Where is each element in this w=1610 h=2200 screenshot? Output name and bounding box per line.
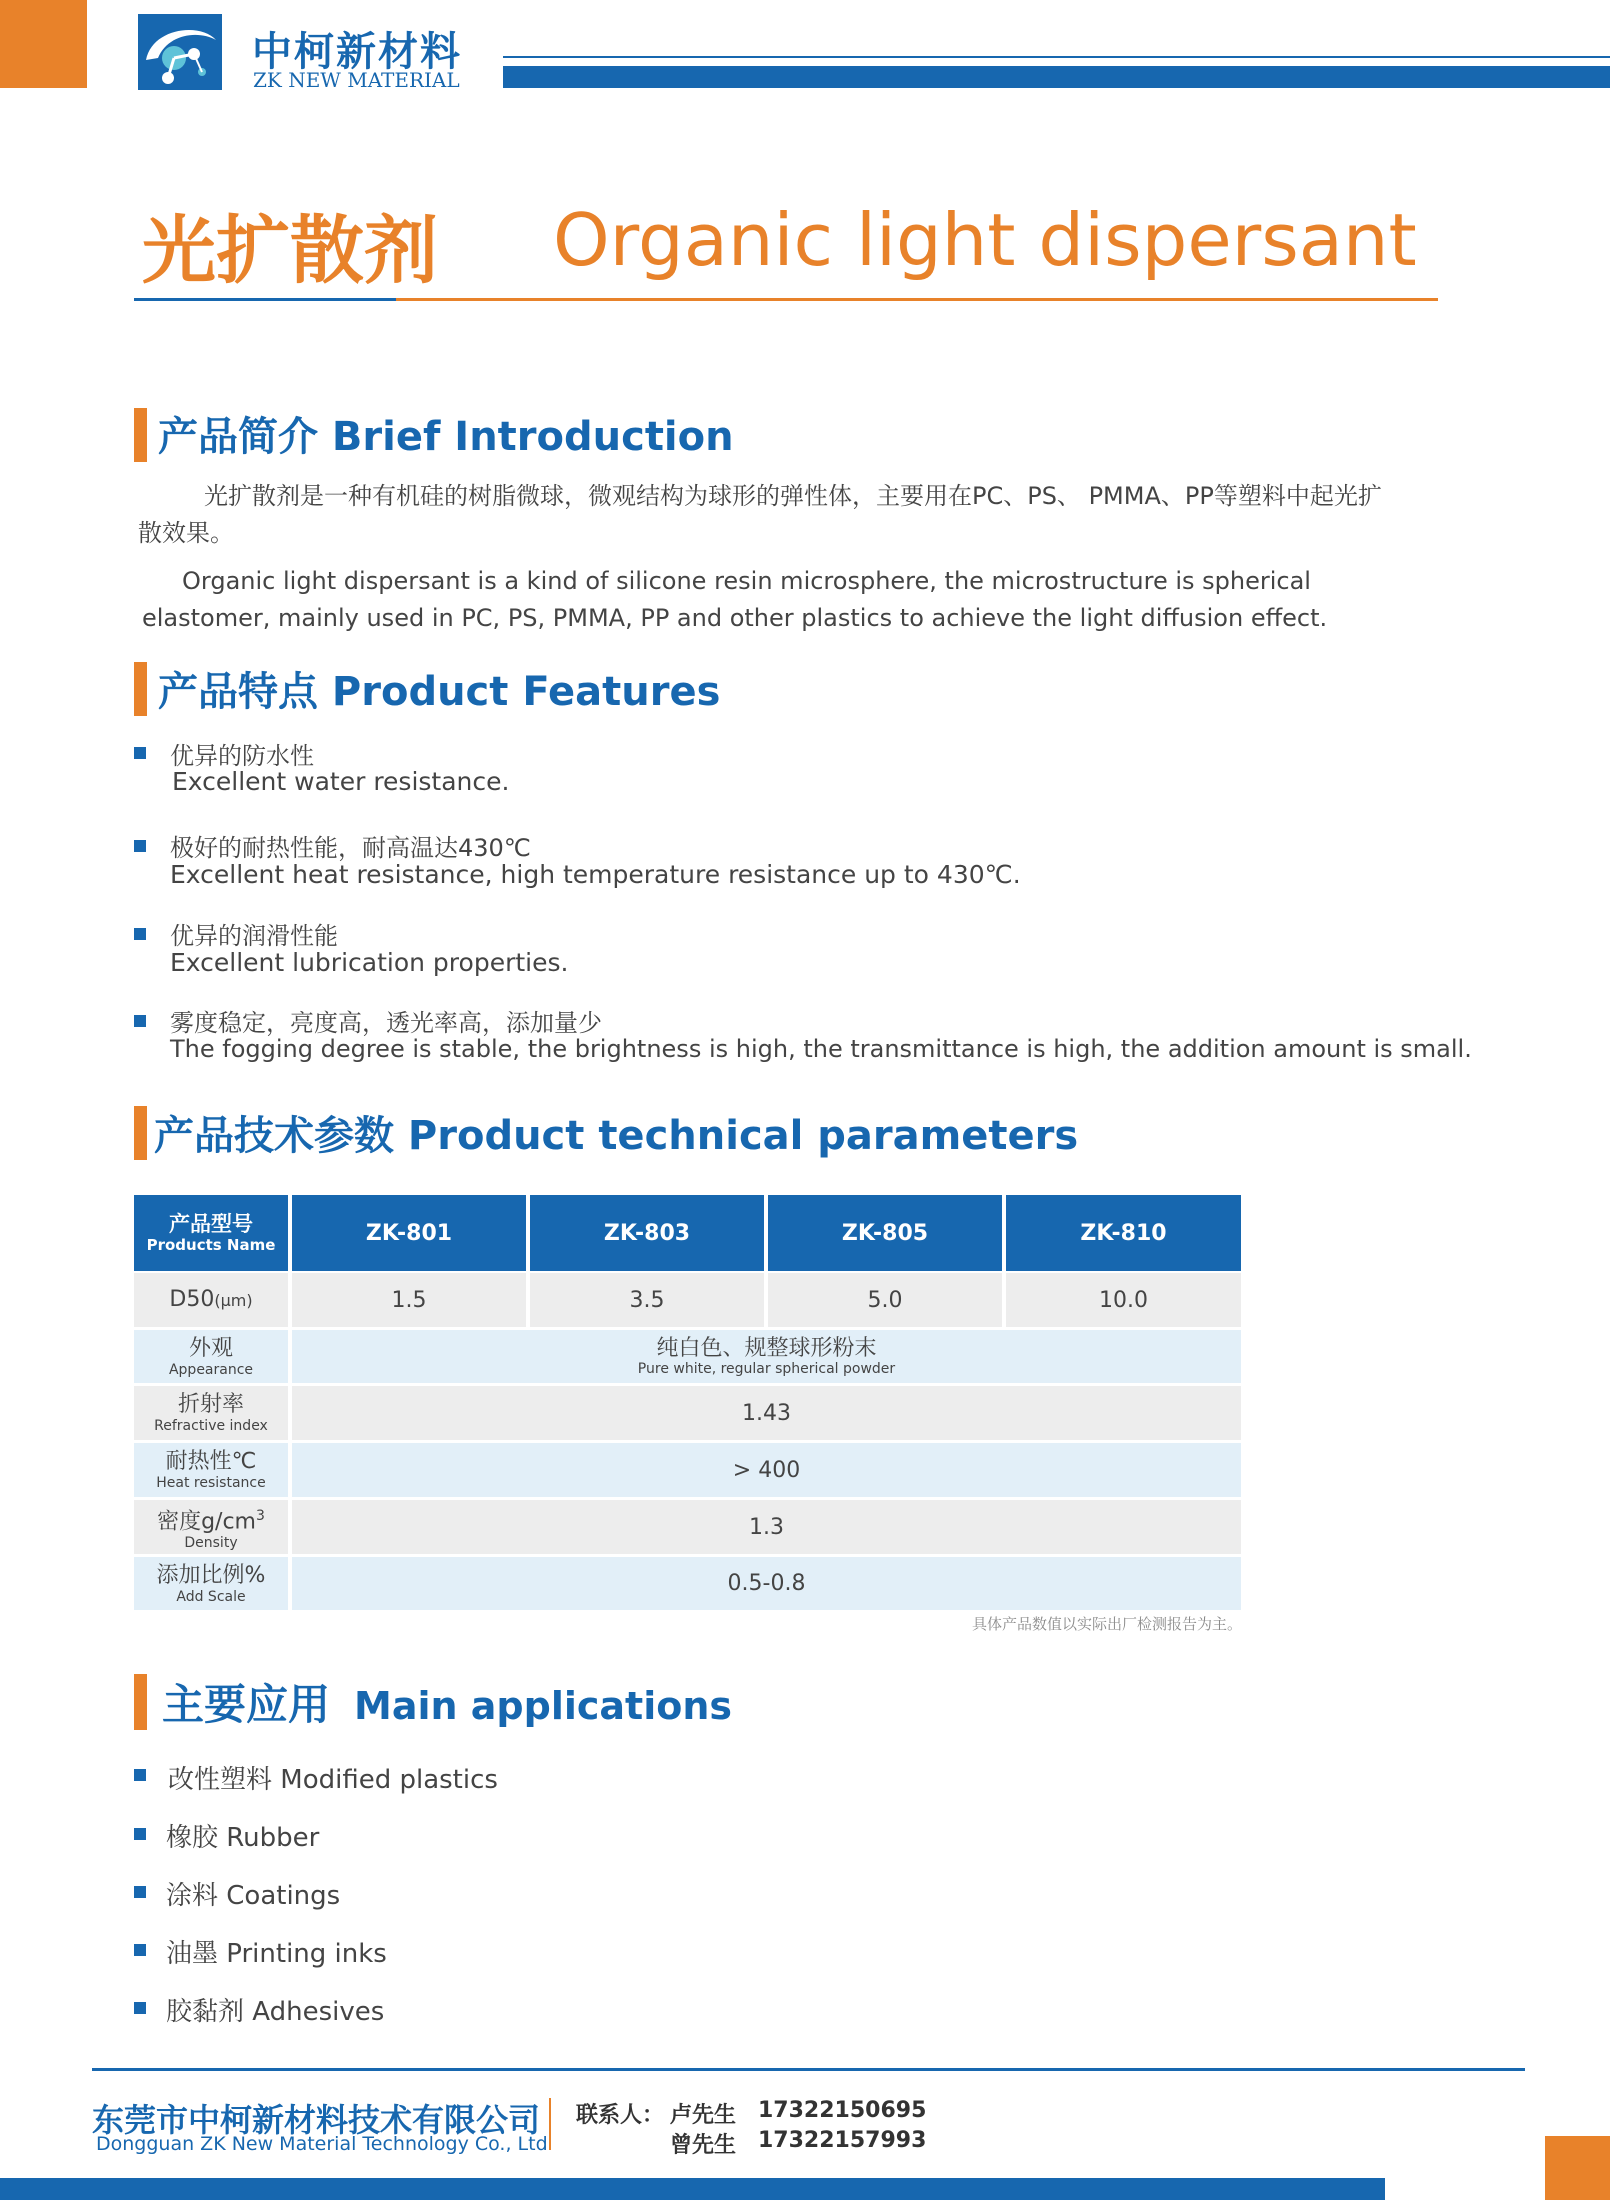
header-label-en: Products Name (146, 1236, 276, 1254)
section-marker (134, 408, 147, 462)
table-row-label (134, 1443, 288, 1497)
appearance-value-en: Pure white, regular spherical powder (637, 1361, 896, 1377)
row-label-en: Appearance (168, 1361, 254, 1378)
contact-name: 曾先生 (670, 2133, 737, 2158)
bullet-square-icon (134, 840, 146, 852)
footer-divider (549, 2098, 551, 2150)
feature-cn: 雾度稳定，亮度高，透光率高，添加量少 (170, 1009, 602, 1037)
header-rule-thick (503, 66, 1610, 88)
contact-phone: 17322157993 (758, 2128, 927, 2153)
table-header-name (134, 1195, 288, 1271)
corner-accent-bottom-right (1545, 2136, 1610, 2200)
table-cell-merged (292, 1443, 1241, 1497)
application-item: 改性塑料 Modified plastics (168, 1765, 498, 1795)
section-marker (134, 1674, 147, 1730)
bullet-square-icon (134, 928, 146, 940)
application-item: 胶黏剂 Adhesives (166, 1997, 385, 2027)
footer-rule (92, 2068, 1525, 2071)
contact-phone: 17322150695 (758, 2098, 927, 2123)
table-cell (530, 1273, 764, 1327)
page-title-cn: 光扩散剂 (142, 208, 438, 294)
section-marker (134, 662, 147, 716)
model-label: ZK-801 (365, 1220, 453, 1246)
section-heading-params: 产品技术参数 Product technical parameters (154, 1113, 1079, 1159)
feature-cn: 极好的耐热性能，耐高温达430℃ (170, 834, 531, 862)
application-item: 涂料 Coatings (166, 1881, 341, 1911)
row-label-en: Density (184, 1535, 238, 1552)
heat-resistance-value: > 400 (732, 1457, 801, 1483)
corner-accent-top-left (0, 0, 87, 88)
d50-value: 3.5 (629, 1287, 665, 1313)
table-header-model (292, 1195, 526, 1271)
feature-en: Excellent lubrication properties. (170, 948, 569, 977)
bullet-square-icon (134, 1015, 146, 1027)
page-title-en: Organic light dispersant (553, 198, 1417, 282)
title-underline-blue (134, 298, 396, 301)
section-marker (134, 1106, 147, 1160)
contact-label: 联系人： (576, 2103, 665, 2128)
table-cell-merged (292, 1330, 1241, 1383)
company-name-cn: 东莞市中柯新材料技术有限公司 (92, 2101, 541, 2139)
bullet-square-icon (134, 1944, 146, 1956)
model-label: ZK-810 (1080, 1220, 1167, 1246)
table-row-label (134, 1273, 288, 1327)
bullet-square-icon (134, 747, 146, 759)
table-cell-merged (292, 1557, 1241, 1610)
d50-value: 10.0 (1099, 1287, 1148, 1313)
table-header-model (1006, 1195, 1241, 1271)
model-label: ZK-805 (841, 1220, 929, 1246)
row-label-cn: 耐热性℃ (165, 1449, 257, 1474)
density-value: 1.3 (749, 1514, 784, 1540)
add-scale-value: 0.5-0.8 (727, 1571, 806, 1596)
application-item: 油墨 Printing inks (166, 1939, 387, 1969)
table-cell-merged (292, 1386, 1241, 1440)
table-cell-merged (292, 1500, 1241, 1554)
feature-en: Excellent heat resistance, high temperature resistance up to 430℃. (170, 860, 1021, 889)
d50-label: D50(μm) (169, 1286, 253, 1312)
feature-cn: 优异的防水性 (170, 742, 314, 770)
section-heading-applications: 主要应用 Main applications (162, 1680, 733, 1729)
company-name-en: Dongguan ZK New Material Technology Co., Ltd (96, 2133, 548, 2155)
intro-paragraph-cn: 光扩散剂是一种有机硅的树脂微球，微观结构为球形的弹性体，主要用在PC、PS、 PMMA、PP等塑料中起光扩散效果。 (138, 482, 1382, 547)
table-row-label (134, 1330, 288, 1383)
title-underline-orange (396, 298, 1438, 301)
intro-paragraph-en: Organic light dispersant is a kind of silicone resin microsphere, the microstructure is spherical elastomer, mainly used in PC, PS, PMMA, PP and other plastics to achieve the light diffusion effect. (142, 567, 1328, 632)
table-row-label (134, 1386, 288, 1440)
contact-name: 卢先生 (670, 2103, 737, 2128)
row-label-cn: 密度$g/cm^3$ (157, 1507, 265, 1535)
header-label-cn: 产品型号 (169, 1212, 253, 1236)
feature-cn: 优异的润滑性能 (170, 922, 338, 950)
row-label-en: Heat resistance (156, 1475, 266, 1491)
d50-value: 5.0 (867, 1287, 903, 1313)
header-rule-thin (503, 56, 1610, 58)
zk-molecule-logo-icon (138, 14, 222, 90)
row-label-cn: 添加比例% (156, 1562, 266, 1588)
section-heading-intro: 产品简介 Brief Introduction (158, 414, 734, 460)
table-header-model (768, 1195, 1002, 1271)
footer-bar (0, 2178, 1385, 2200)
brand-name-cn: 中柯新材料 (252, 29, 462, 75)
bullet-square-icon (134, 2002, 146, 2014)
application-item: 橡胶 Rubber (166, 1823, 320, 1853)
table-cell (768, 1273, 1002, 1327)
bullet-square-icon (134, 1886, 146, 1898)
d50-value: 1.5 (391, 1287, 427, 1313)
row-label-cn: 外观 (188, 1335, 233, 1361)
bullet-square-icon (134, 1769, 146, 1781)
table-header-model (530, 1195, 764, 1271)
table-footnote: 具体产品数值以实际出厂检测报告为主。 (971, 1615, 1242, 1633)
row-label-en: Refractive index (154, 1418, 268, 1434)
appearance-value: 纯白色、规整球形粉末 (656, 1336, 877, 1361)
brand-name-en: ZK NEW MATERIAL (253, 68, 460, 92)
table-cell (1006, 1273, 1241, 1327)
section-heading-features: 产品特点 Product Features (158, 669, 721, 715)
row-label-en: Add Scale (176, 1588, 246, 1605)
feature-en: The fogging degree is stable, the brightness is high, the transmittance is high, the addition amount is small. (170, 1035, 1472, 1063)
feature-en: Excellent water resistance. (172, 767, 510, 796)
table-row-label (134, 1557, 288, 1610)
table-row-label (134, 1500, 288, 1554)
row-label-cn: 折射率 (177, 1392, 244, 1417)
model-label: ZK-803 (603, 1220, 691, 1246)
bullet-square-icon (134, 1828, 146, 1840)
refractive-index-value: 1.43 (742, 1400, 791, 1426)
table-cell (292, 1273, 526, 1327)
